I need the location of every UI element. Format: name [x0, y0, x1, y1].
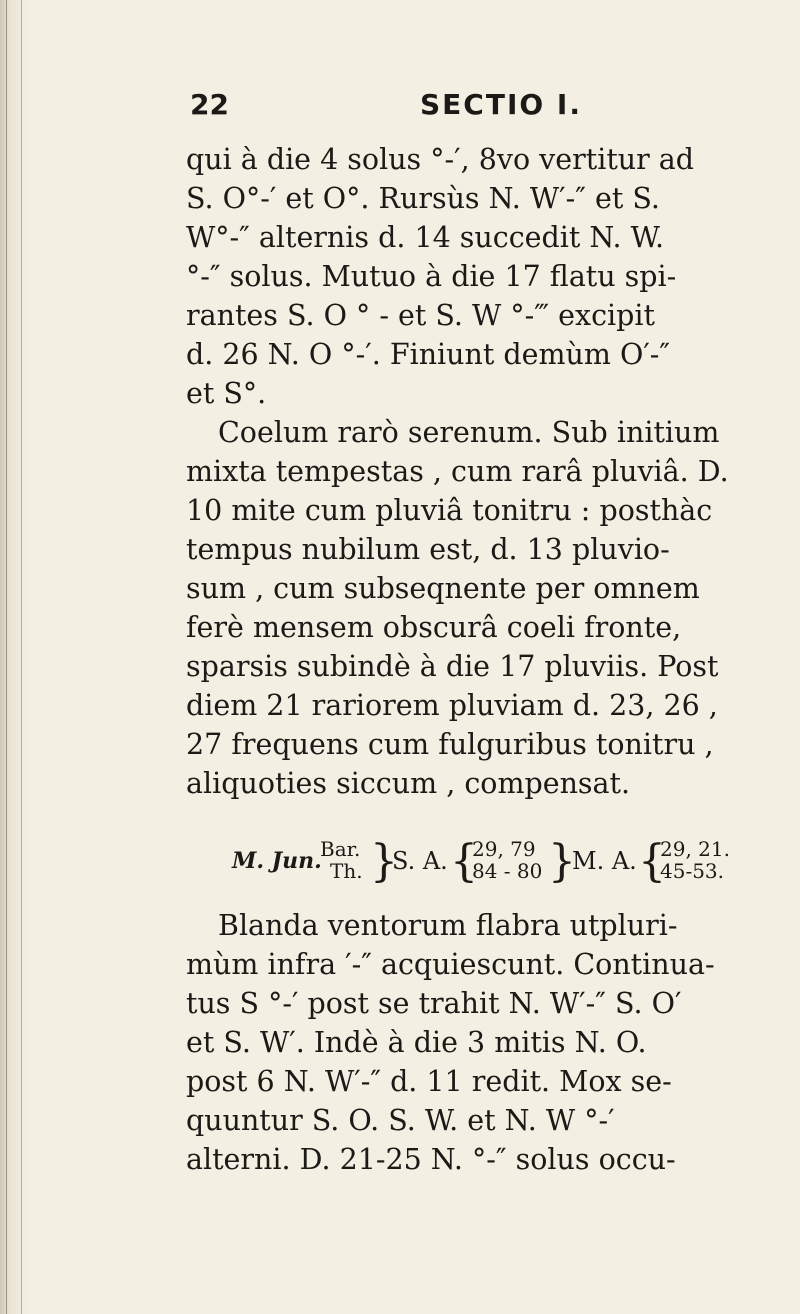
text-line: diem 21 rariorem pluviam d. 23, 26 , [186, 689, 718, 722]
th-label: Th. [330, 859, 363, 883]
page-header [190, 88, 750, 128]
climate-summary [232, 838, 772, 890]
text-line: et S°. [186, 377, 267, 410]
text-line: qui à die 4 solus °-′, 8vo vertitur ad [186, 143, 695, 176]
text-line: ferè mensem obscurâ coeli fronte, [186, 611, 682, 644]
spine-lines [6, 0, 22, 1314]
text-line: S. O°-′ et O°. Rursùs N. W′-″ et S. [186, 182, 660, 215]
sa-top: 29, 79 [472, 837, 536, 861]
text-line: Coelum rarò serenum. Sub initium [218, 416, 720, 449]
text-line: 27 frequens cum fulguribus tonitru , [186, 728, 714, 761]
text-line: post 6 N. W′-″ d. 11 redit. Mox se- [186, 1065, 672, 1098]
text-line: sum , cum subseqnente per omnem [186, 572, 700, 605]
text-line: mùm infra ′-″ acquiescunt. Continua- [186, 948, 715, 981]
text-line: W°-″ alternis d. 14 succedit N. W. [186, 221, 665, 254]
text-line: mixta tempestas , cum rarâ pluviâ. D. [186, 455, 729, 488]
brace-3: } [548, 836, 576, 887]
text-line: sparsis subindè à die 17 pluviis. Post [186, 650, 719, 683]
page-number: 22 [190, 88, 229, 121]
text-line: quuntur S. O. S. W. et N. W °-′ [186, 1104, 615, 1137]
body-text [186, 140, 786, 803]
text-line: 10 mite cum pluviâ tonitru : posthàc [186, 494, 713, 527]
bar-label: Bar. [320, 837, 361, 861]
ma-bottom: 45-53. [660, 859, 725, 883]
section-title: SECTIO I. [420, 88, 582, 121]
body-text-2 [186, 906, 786, 1179]
text-line: Blanda ventorum flabra utpluri- [218, 909, 678, 942]
text-line: d. 26 N. O °-′. Finiunt demùm O′-″ [186, 338, 671, 371]
text-line: tus S °-′ post se trahit N. W′-″ S. O′ [186, 987, 682, 1020]
text-line: et S. W′. Indè à die 3 mitis N. O. [186, 1026, 647, 1059]
brace-1: } [370, 836, 398, 887]
brace-4: { [638, 836, 666, 887]
text-line: °-″ solus. Mutuo à die 17 flatu spi- [186, 260, 677, 293]
ma-top: 29, 21. [660, 837, 730, 861]
sa-label: S. A. [392, 847, 448, 875]
sa-bottom: 84 - 80 [472, 859, 543, 883]
ma-label: M. A. [572, 847, 637, 875]
text-line: rantes S. O ° - et S. W °-‴ excipit [186, 299, 655, 332]
text-line: tempus nubilum est, d. 13 pluvio- [186, 533, 670, 566]
month-label: M. Jun. [232, 848, 322, 874]
text-line: aliquoties siccum , compensat. [186, 767, 631, 800]
text-line: alterni. D. 21-25 N. °-″ solus occu- [186, 1143, 676, 1176]
brace-2: { [450, 836, 478, 887]
